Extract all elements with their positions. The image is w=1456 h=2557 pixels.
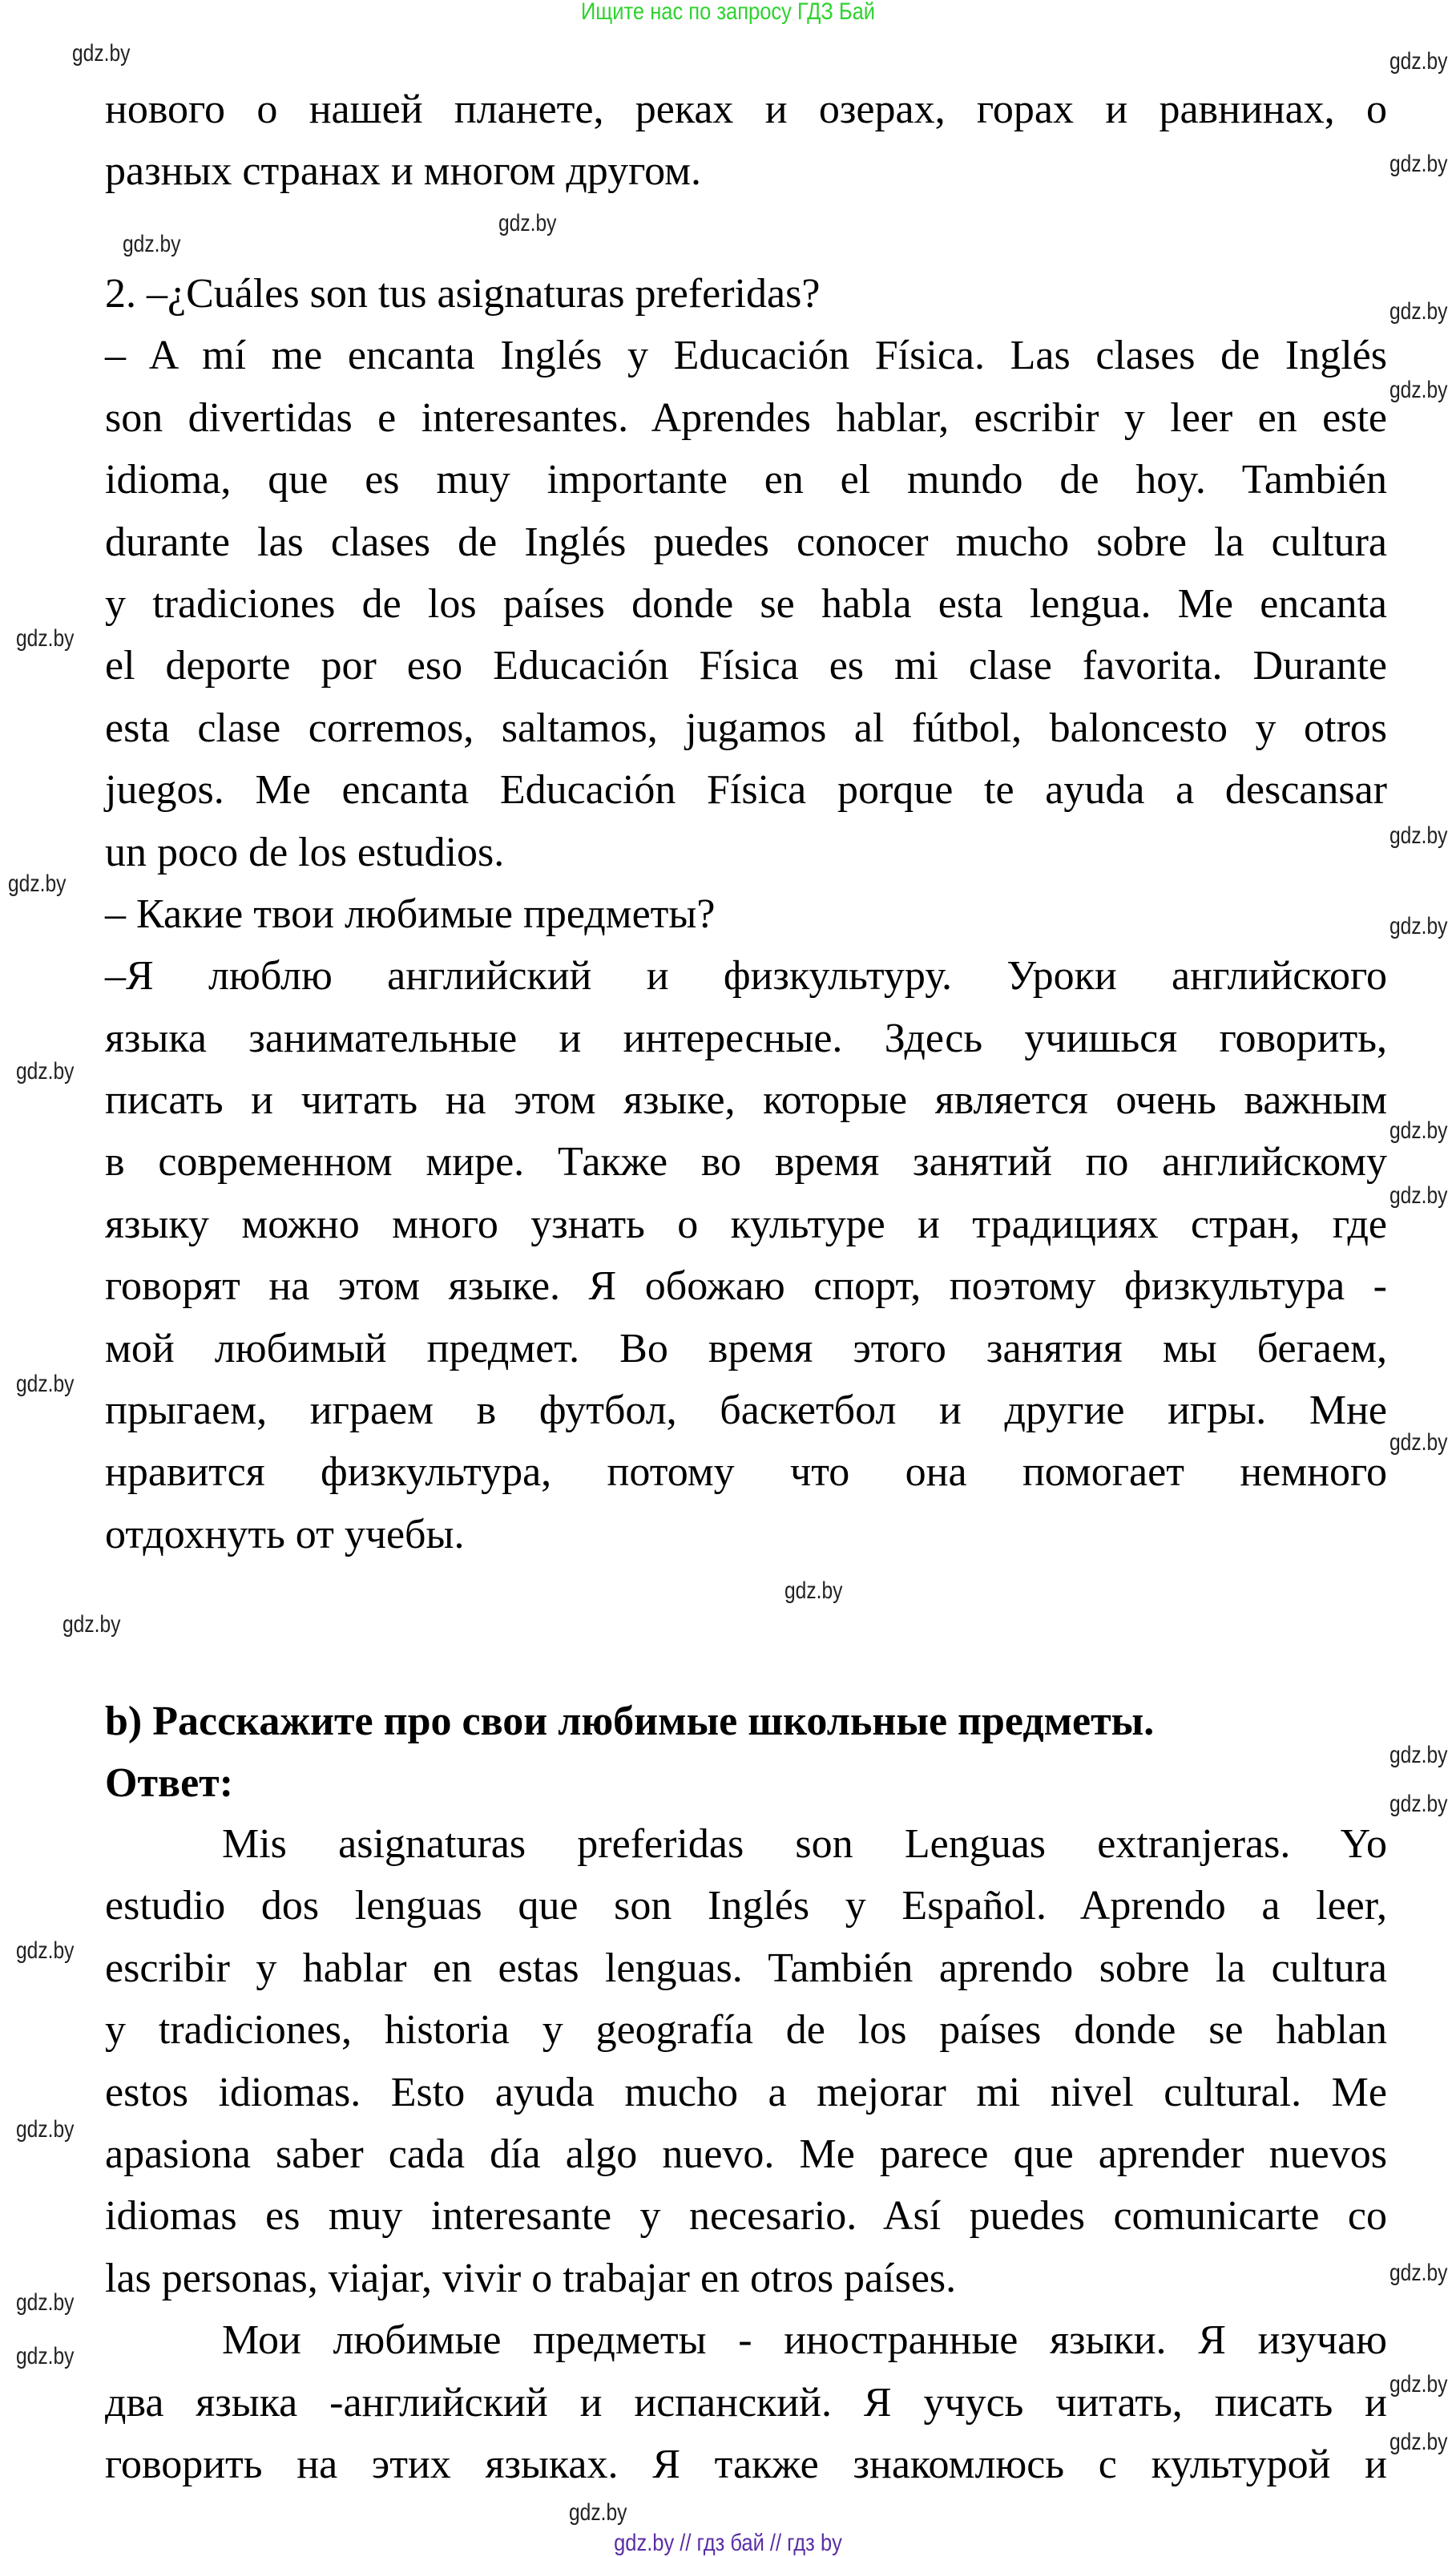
text-line: idiomas es muy interesante y necesario. Así puedes comunicarte co [105,2193,1387,2240]
text-line: un poco de los estudios. [105,829,505,875]
watermark: gdz.by [1389,913,1448,939]
watermark: gdz.by [784,1577,843,1604]
watermark: gdz.by [16,2289,75,2316]
text-block-continuation [105,79,1387,203]
text-line: языка занимательные и интересные. Здесь учишься говорить, [105,1015,1387,1061]
text-line: – Какие твои любимые предметы? [105,891,716,937]
watermark: gdz.by [123,231,181,257]
text-line: нравится физкультура, потому что она помогает немного [105,1449,1387,1496]
text-line: Мои любимые предметы - иностранные языки. Я изучаю [222,2317,1387,2364]
watermark: gdz.by [1389,2260,1448,2286]
text-line: писать и читать на этом языке, которые является очень важным [105,1077,1387,1124]
text-line: Mis asignaturas preferidas son Lenguas extranjeras. Yo [222,1821,1387,1867]
text-line: прыгаем, играем в футбол, баскетбол и другие игры. Мне [105,1388,1387,1434]
answer-block [105,1813,1387,2495]
text-line: estos idiomas. Esto ayuda mucho a mejorar mi nivel cultural. Me [105,2069,1387,2115]
text-line: разных странах и многом другом. [105,148,702,195]
task-heading: b) Расскажите про свои любимые школьные предметы. [105,1699,1155,1744]
text-line: y tradiciones, historia y geografía de los países donde se hablan [105,2007,1387,2054]
text-line: y tradiciones de los países donde se habla esta lengua. Me encanta [105,580,1387,627]
watermark: gdz.by [16,2116,75,2143]
text-line: – A mí me encanta Inglés y Educación Física. Las clases de Inglés [105,333,1387,379]
watermark: gdz.by [16,1058,75,1085]
text-line: juegos. Me encanta Educación Física porque te ayuda a descansar [105,767,1387,814]
text-line: apasiona saber cada día algo nuevo. Me parece que aprender nuevos [105,2131,1387,2177]
watermark: gdz.by [1389,298,1448,325]
watermark: gdz.by [1389,822,1448,849]
text-line: idioma, que es muy importante en el mundo de hoy. También [105,457,1387,503]
text-line: las personas, viajar, vivir o trabajar en otros países. [105,2255,957,2301]
text-line: estudio dos lenguas que son Inglés y Español. Aprendo a leer, [105,1883,1387,1929]
text-line: son divertidas e interesantes. Aprendes hablar, escribir y leer en este [105,394,1387,441]
top-banner[interactable]: Ищите нас по запросу ГДЗ Бай [580,0,876,25]
text-line: языку можно много узнать о культуре и традициях стран, где [105,1201,1387,1247]
text-line: отдохнуть от учебы. [105,1511,465,1557]
watermark: gdz.by [1389,1791,1448,1817]
watermark: gdz.by [1389,48,1448,75]
watermark: gdz.by [1389,2429,1448,2455]
text-line: мой любимый предмет. Во время этого занятия мы бегаем, [105,1325,1387,1371]
watermark: gdz.by [1389,1742,1448,1768]
watermark: gdz.by [1389,1429,1448,1456]
text-line: durante las clases de Inglés puedes conocer mucho sobre la cultura [105,519,1387,565]
task-heading-block [105,1691,1387,1815]
watermark: gdz.by [16,1371,75,1397]
text-line: говорить на этих языках. Я также знакомлюсь с культурой и [105,2441,1387,2487]
text-line: два языка -английский и испанский. Я учусь читать, писать и [105,2379,1387,2426]
watermark: gdz.by [1389,151,1448,177]
dialogue-block [105,263,1387,1565]
watermark: gdz.by [16,1937,75,1964]
answer-label: Ответ: [105,1760,234,1807]
text-line: нового о нашей планете, реках и озерах, горах и равнинах, о [105,87,1387,132]
watermark: gdz.by [1389,1182,1448,1209]
bottom-banner[interactable]: gdz.by // гдз бай // гдз by [614,2530,842,2556]
text-line: el deporte por eso Educación Física es mi clase favorita. Durante [105,643,1387,689]
watermark: gdz.by [1389,2371,1448,2397]
text-line: говорят на этом языке. Я обожаю спорт, поэтому физкультура - [105,1263,1387,1310]
watermark: gdz.by [16,2343,75,2369]
text-line: 2. –¿Cuáles son tus asignaturas preferidas? [105,271,821,317]
watermark: gdz.by [8,871,67,897]
watermark: gdz.by [498,210,557,236]
watermark: gdz.by [1389,1117,1448,1144]
watermark: gdz.by [569,2499,627,2526]
watermark: gdz.by [72,40,131,67]
text-line: esta clase corremos, saltamos, jugamos al fútbol, baloncesto y otros [105,705,1387,751]
watermark: gdz.by [16,625,75,652]
text-line: escribir y hablar en estas lenguas. También aprendo sobre la cultura [105,1945,1387,1991]
text-line: –Я люблю английский и физкультуру. Уроки английского [105,953,1387,1000]
watermark: gdz.by [63,1611,121,1638]
text-line: в современном мире. Также во время занятий по английскому [105,1139,1387,1186]
watermark: gdz.by [1389,377,1448,403]
